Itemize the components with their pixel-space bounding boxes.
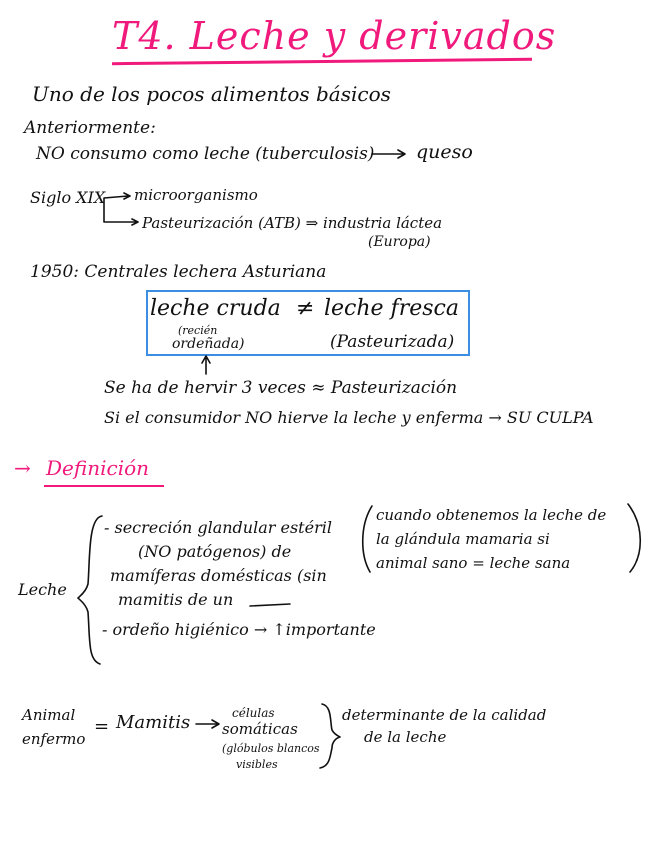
recien-text: (recién: [178, 324, 218, 337]
pasteurizada-text: (Pasteurizada): [330, 332, 455, 352]
cuando-line-2: la glándula mamaria si: [376, 530, 550, 548]
determinante-line-1: determinante de la calidad: [342, 706, 547, 724]
right-paren: [628, 504, 640, 572]
hervir-text: Se ha de hervir 3 veces ≈ Pasteurización: [104, 378, 458, 398]
pasteurizacion-line: Pasteurización (ATB) ⇒ industria láctea: [142, 214, 443, 232]
left-paren: [363, 506, 372, 572]
secrecion-line-4: mamitis de un: [118, 590, 234, 609]
queso-text: queso: [416, 141, 473, 163]
definicion-heading: Definición: [46, 456, 150, 480]
determinante-line-2: de la leche: [364, 728, 447, 746]
leche-brace: [78, 516, 102, 664]
leche-label: Leche: [18, 580, 67, 599]
cuando-line-3: animal sano = leche sana: [376, 554, 571, 572]
cuando-line-1: cuando obtenemos la leche de: [376, 506, 607, 524]
secrecion-line-1: - secreción glandular estéril: [104, 518, 332, 537]
somaticas-text: somáticas: [222, 720, 298, 738]
mamitis-text: Mamitis: [116, 712, 191, 733]
europa-text: (Europa): [368, 234, 431, 250]
equals-sign: =: [94, 716, 110, 737]
siglo-label: Siglo XIX: [30, 188, 106, 207]
intro-text: Uno de los pocos alimentos básicos: [32, 82, 391, 106]
globulos-text: (glóbulos blancos: [222, 742, 320, 755]
anteriormente-heading: Anteriormente:: [24, 118, 156, 138]
animal-label: Animal: [22, 706, 76, 724]
celulas-brace: [320, 704, 340, 768]
ordeno-text: - ordeño higiénico → ↑importante: [102, 620, 376, 639]
arrow-up: [202, 356, 210, 374]
microorganismo-text: microorganismo: [134, 186, 258, 204]
arrow-to-queso: [372, 150, 405, 158]
secrecion-line-2: (NO patógenos) de: [138, 542, 292, 561]
secrecion-line-3: mamíferas domésticas (sin: [110, 566, 327, 585]
centrales-text: 1950: Centrales lechera Asturiana: [30, 262, 327, 282]
not-equal-sign: ≠: [296, 296, 315, 321]
un-underline: [250, 604, 290, 606]
page-title: T4. Leche y derivados: [112, 14, 557, 58]
siglo-branch-arrow: [104, 193, 138, 225]
definicion-arrow: →: [14, 456, 31, 480]
enfermo-label: enfermo: [22, 730, 86, 748]
leche-cruda-text: leche cruda: [150, 296, 281, 321]
consumidor-text: Si el consumidor NO hierve la leche y enferma → SU CULPA: [104, 408, 594, 427]
leche-fresca-text: leche fresca: [324, 296, 459, 321]
no-consumo-text: NO consumo como leche (tuberculosis): [36, 144, 375, 164]
arrow-to-celulas: [196, 720, 219, 728]
visibles-text: visibles: [236, 758, 278, 771]
ordenada-text: ordeñada): [172, 336, 245, 352]
celulas-text: células: [232, 706, 275, 720]
